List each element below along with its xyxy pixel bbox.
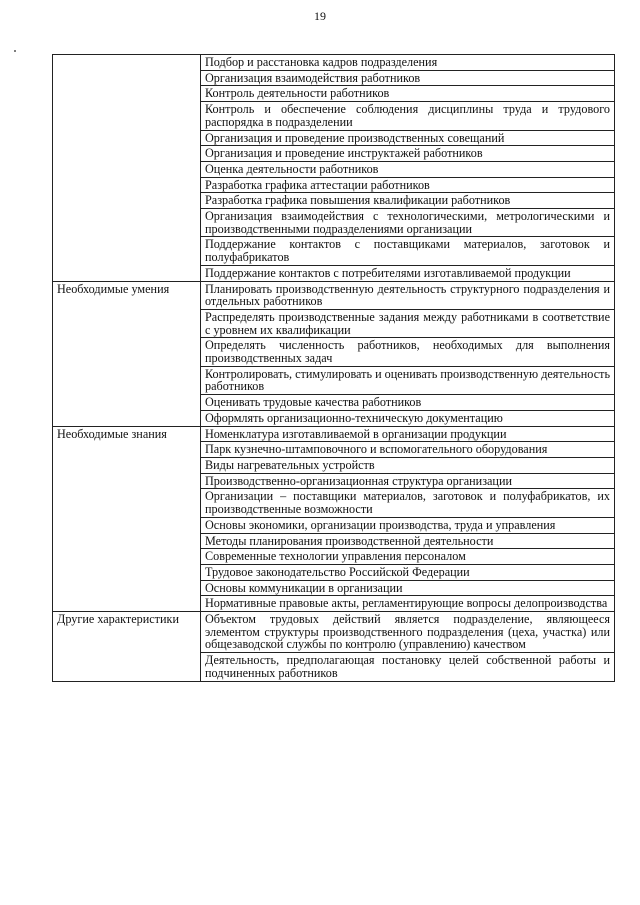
item-cell: Распределять производственные задания между работниками в соответствие с уровнем их квалификации: [201, 309, 615, 337]
section-label-cell: [53, 55, 201, 282]
item-cell: Номенклатура изготавливаемой в организации продукции: [201, 426, 615, 442]
item-cell: Объектом трудовых действий является подразделение, являющееся элементом структуры производственного подразделения (цеха, участка) или общезаводской службы по контролю (управлению) качеством: [201, 612, 615, 653]
item-cell: Организация и проведение инструктажей работников: [201, 146, 615, 162]
item-cell: Организация взаимодействия работников: [201, 70, 615, 86]
item-cell: Оценивать трудовые качества работников: [201, 395, 615, 411]
item-cell: Организация взаимодействия с технологическими, метрологическими и производственными подразделениями организации: [201, 209, 615, 237]
item-cell: Разработка графика повышения квалификации работников: [201, 193, 615, 209]
table-row: [53, 426, 615, 442]
item-cell: Основы экономики, организации производства, труда и управления: [201, 517, 615, 533]
specification-table-body: [53, 55, 615, 682]
specification-table: [52, 54, 615, 682]
scan-speck: [14, 50, 16, 52]
item-cell: Оценка деятельности работников: [201, 161, 615, 177]
item-cell: Организация и проведение производственных совещаний: [201, 130, 615, 146]
section-label-cell: Необходимые знания: [53, 426, 201, 611]
item-cell: Поддержание контактов с потребителями изготавливаемой продукции: [201, 265, 615, 281]
item-cell: Поддержание контактов с поставщиками материалов, заготовок и полуфабрикатов: [201, 237, 615, 265]
item-cell: Трудовое законодательство Российской Федерации: [201, 564, 615, 580]
item-cell: Парк кузнечно-штамповочного и вспомогательного оборудования: [201, 442, 615, 458]
item-cell: Организации – поставщики материалов, заготовок и полуфабрикатов, их производственные возможности: [201, 489, 615, 517]
table-row: [53, 612, 615, 653]
table-row: [53, 281, 615, 309]
item-cell: Контролировать, стимулировать и оценивать производственную деятельность работников: [201, 366, 615, 394]
item-cell: Основы коммуникации в организации: [201, 580, 615, 596]
item-cell: Подбор и расстановка кадров подразделения: [201, 55, 615, 71]
section-label-cell: Другие характеристики: [53, 612, 201, 682]
item-cell: Планировать производственную деятельность структурного подразделения и отдельных работников: [201, 281, 615, 309]
item-cell: Оформлять организационно-техническую документацию: [201, 410, 615, 426]
item-cell: Методы планирования производственной деятельности: [201, 533, 615, 549]
item-cell: Разработка графика аттестации работников: [201, 177, 615, 193]
item-cell: Нормативные правовые акты, регламентирующие вопросы делопроизводства: [201, 596, 615, 612]
item-cell: Производственно-организационная структура организации: [201, 473, 615, 489]
item-cell: Деятельность, предполагающая постановку целей собственной работы и подчиненных работников: [201, 653, 615, 681]
item-cell: Современные технологии управления персоналом: [201, 549, 615, 565]
page-number: 19: [314, 9, 326, 23]
item-cell: Контроль и обеспечение соблюдения дисциплины труда и трудового распорядка в подразделении: [201, 102, 615, 130]
table-row: [53, 55, 615, 71]
item-cell: Виды нагревательных устройств: [201, 457, 615, 473]
item-cell: Определять численность работников, необходимых для выполнения производственных задач: [201, 338, 615, 366]
item-cell: Контроль деятельности работников: [201, 86, 615, 102]
section-label-cell: Необходимые умения: [53, 281, 201, 426]
